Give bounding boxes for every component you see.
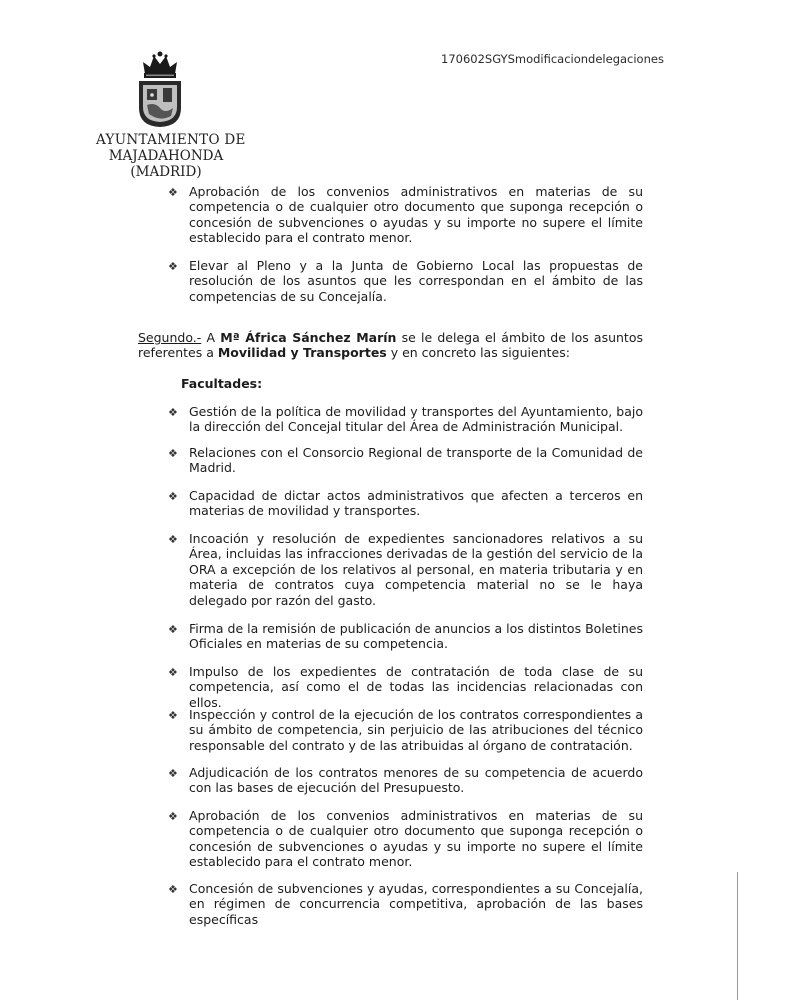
list-item-text: Aprobación de los convenios administrativos en materias de su competencia o de cualquier otro documento que suponga recepción o concesión de subvenciones o ayudas y su importe no supere el límite establecido para el contrato menor. [189, 808, 643, 870]
delegated-area: Movilidad y Transportes [217, 345, 387, 361]
list-item-text: Adjudicación de los contratos menores de su competencia de acuerdo con las bases de ejecución del Presupuesto. [189, 765, 643, 796]
diamond-bullet-icon: ❖ [168, 810, 178, 823]
segundo-label: Segundo.- [138, 330, 202, 345]
list-item-text: Elevar al Pleno y a la Junta de Gobierno Local las propuestas de resolución de los asuntos que les correspondan en el ámbito de las competencias de su Concejalía. [189, 258, 643, 304]
list-item-text: Gestión de la política de movilidad y transportes del Ayuntamiento, bajo la dirección del Concejal titular del Área de Administración Municipal. [189, 404, 643, 435]
diamond-bullet-icon: ❖ [168, 406, 178, 419]
list-item [168, 707, 643, 753]
list-item [168, 184, 643, 246]
list-item-text: Incoación y resolución de expedientes sancionadores relativos a su Área, incluidas las infracciones derivadas de la gestión del servicio de la ORA a excepción de los relativos al personal, en materia tributaria y en materia de contratos cuya competencia material no se le haya delegado por razón del gasto. [189, 531, 643, 608]
diamond-bullet-icon: ❖ [168, 447, 178, 460]
diamond-bullet-icon: ❖ [168, 883, 178, 896]
coat-of-arms-icon [135, 50, 185, 128]
diamond-bullet-icon: ❖ [168, 623, 178, 636]
list-item-text: Concesión de subvenciones y ayudas, correspondientes a su Concejalía, en régimen de concurrencia competitiva, aprobación de las bases específicas [189, 881, 643, 927]
list-item [168, 258, 643, 304]
municipality-name [96, 132, 246, 180]
segundo-text-3: y en concreto las siguientes: [386, 345, 570, 361]
scan-edge-line [737, 872, 738, 1000]
diamond-bullet-icon: ❖ [168, 533, 178, 546]
diamond-bullet-icon: ❖ [168, 666, 178, 679]
list-item [168, 404, 643, 435]
diamond-bullet-icon: ❖ [168, 709, 178, 722]
list-item [168, 664, 643, 710]
list-item [168, 445, 643, 476]
list-item-text: Inspección y control de la ejecución de los contratos correspondientes a su ámbito de competencia, sin perjuicio de las atribuciones del técnico responsable del contrato y de las atribuidas al órgano de contratación. [189, 707, 643, 753]
list-item-text: Aprobación de los convenios administrativos en materias de su competencia o de cualquier otro documento que suponga recepción o concesión de subvenciones o ayudas y su importe no supere el límite establecido para el contrato menor. [189, 184, 643, 246]
diamond-bullet-icon: ❖ [168, 260, 178, 273]
segundo-text-2: se le delega el ámbito de los asuntos referentes a [138, 330, 643, 361]
segundo-paragraph [138, 330, 643, 361]
document-reference: 170602SGYSmodificaciondelegaciones [441, 52, 664, 66]
delegate-name: Mª África Sánchez Marín [220, 330, 397, 345]
list-item [168, 808, 643, 870]
list-item-text: Impulso de los expedientes de contratación de toda clase de su competencia, así como el de todas las incidencias relacionadas con ellos. [189, 664, 643, 710]
org-line-1: AYUNTAMIENTO DE [96, 132, 246, 148]
diamond-bullet-icon: ❖ [168, 767, 178, 780]
list-item-text: Capacidad de dictar actos administrativos que afecten a terceros en materias de movilidad y transportes. [189, 488, 643, 519]
list-item [168, 765, 643, 796]
list-item [168, 488, 643, 519]
diamond-bullet-icon: ❖ [168, 490, 178, 503]
list-item [168, 531, 643, 608]
list-item [168, 621, 643, 652]
list-item-text: Relaciones con el Consorcio Regional de transporte de la Comunidad de Madrid. [189, 445, 643, 476]
list-item-text: Firma de la remisión de publicación de anuncios a los distintos Boletines Oficiales en materias de su competencia. [189, 621, 643, 652]
facultades-heading: Facultades: [181, 376, 263, 391]
diamond-bullet-icon: ❖ [168, 186, 178, 199]
list-item [168, 881, 643, 927]
segundo-text-1: A [201, 330, 221, 345]
org-line-2: MAJADAHONDA [108, 148, 224, 164]
org-line-3: (MADRID) [130, 164, 202, 180]
